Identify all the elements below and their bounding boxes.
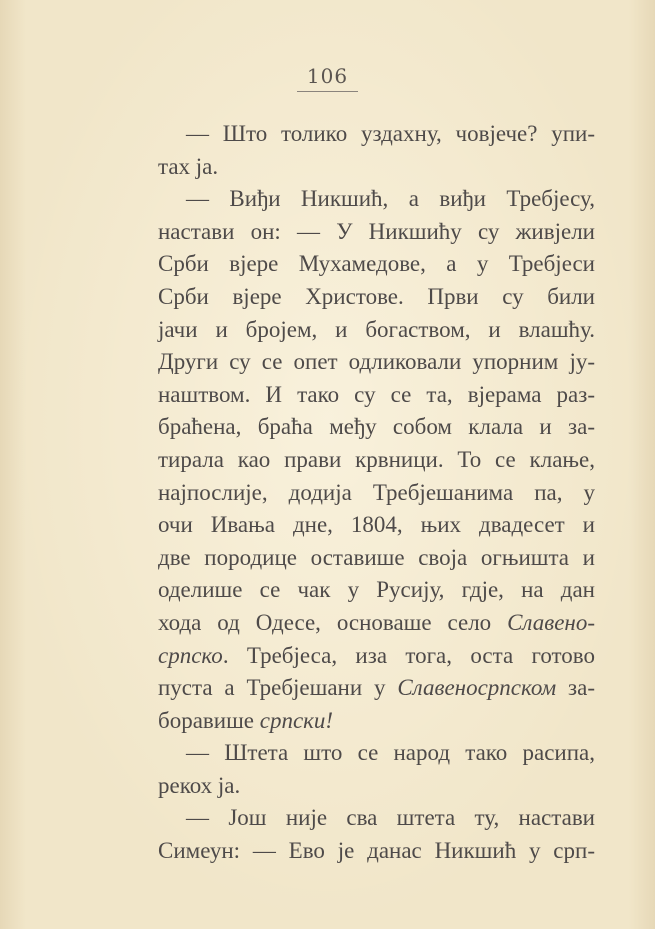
text-segment: за-: [556, 675, 595, 701]
text-line: [158, 705, 595, 738]
text-line: [158, 574, 595, 607]
text-segment: Други су се опет одликовали упорним ју-: [158, 349, 595, 375]
page-header: [0, 64, 655, 92]
text-segment: Срби вјере Мухамедове, а у Требјеси: [158, 251, 595, 277]
text-line: [158, 672, 595, 705]
text-line: [158, 151, 595, 184]
text-line: [158, 509, 595, 542]
body-text: [158, 118, 595, 868]
text-line: [158, 770, 595, 803]
italic-text: српско: [158, 642, 223, 668]
text-line: [158, 444, 595, 477]
text-line: [158, 183, 595, 216]
text-line: [158, 640, 595, 673]
text-segment: очи Ивања дне, 1804, њих двадесет и: [158, 512, 595, 538]
text-segment: — Виђи Никшић, а виђи Требјесу,: [186, 186, 595, 212]
text-line: [158, 607, 595, 640]
text-line: [158, 477, 595, 510]
text-segment: оделише се чак у Русију, гдје, на дан: [158, 577, 595, 603]
text-segment: хода од Одесе, основаше село: [158, 609, 508, 635]
text-line: [158, 248, 595, 281]
text-segment: . Требјеса, иза тога, оста готово: [222, 642, 595, 668]
text-segment: две породице оставише своја огњишта и: [158, 544, 595, 570]
text-segment: Срби вјере Христове. Први су били: [158, 283, 595, 309]
text-segment: тирала као прави крвници. То се клање,: [158, 446, 595, 472]
text-segment: боравише: [158, 707, 260, 733]
text-segment: Симеун: — Ево је данас Никшић у срп-: [158, 838, 595, 864]
text-segment: тах ја.: [158, 153, 219, 179]
text-line: [158, 346, 595, 379]
text-line: [158, 216, 595, 249]
text-segment: пуста а Требјешани у: [158, 675, 398, 701]
text-line: [158, 737, 595, 770]
text-segment: јачи и бројем, и богаством, и влашћу.: [158, 316, 595, 342]
text-line: [158, 281, 595, 314]
text-line: [158, 118, 595, 151]
text-segment: рекох ја.: [158, 772, 241, 798]
italic-text: Славеносрпском: [397, 675, 557, 701]
text-line: [158, 542, 595, 575]
text-segment: — Још није сва штета ту, настави: [186, 805, 595, 831]
page-number: 106: [297, 64, 358, 92]
text-segment: — Што толико уздахну, човјече? упи-: [186, 121, 595, 146]
text-segment: — Штета што се народ тако расипа,: [186, 740, 595, 766]
text-line: [158, 802, 595, 835]
text-segment: наштвом. И тако су се та, вјерама раз-: [158, 381, 595, 407]
text-segment: најпослије, додија Требјешанима па, у: [158, 479, 595, 505]
text-segment: настави он: — У Никшићу су живјели: [158, 218, 595, 244]
text-line: [158, 835, 595, 868]
text-segment: браћена, браћа међу собом клала и за-: [158, 414, 595, 440]
italic-text: српски!: [259, 707, 334, 733]
italic-text: Славено-: [507, 609, 595, 635]
text-line: [158, 314, 595, 347]
text-line: [158, 411, 595, 444]
text-line: [158, 379, 595, 412]
